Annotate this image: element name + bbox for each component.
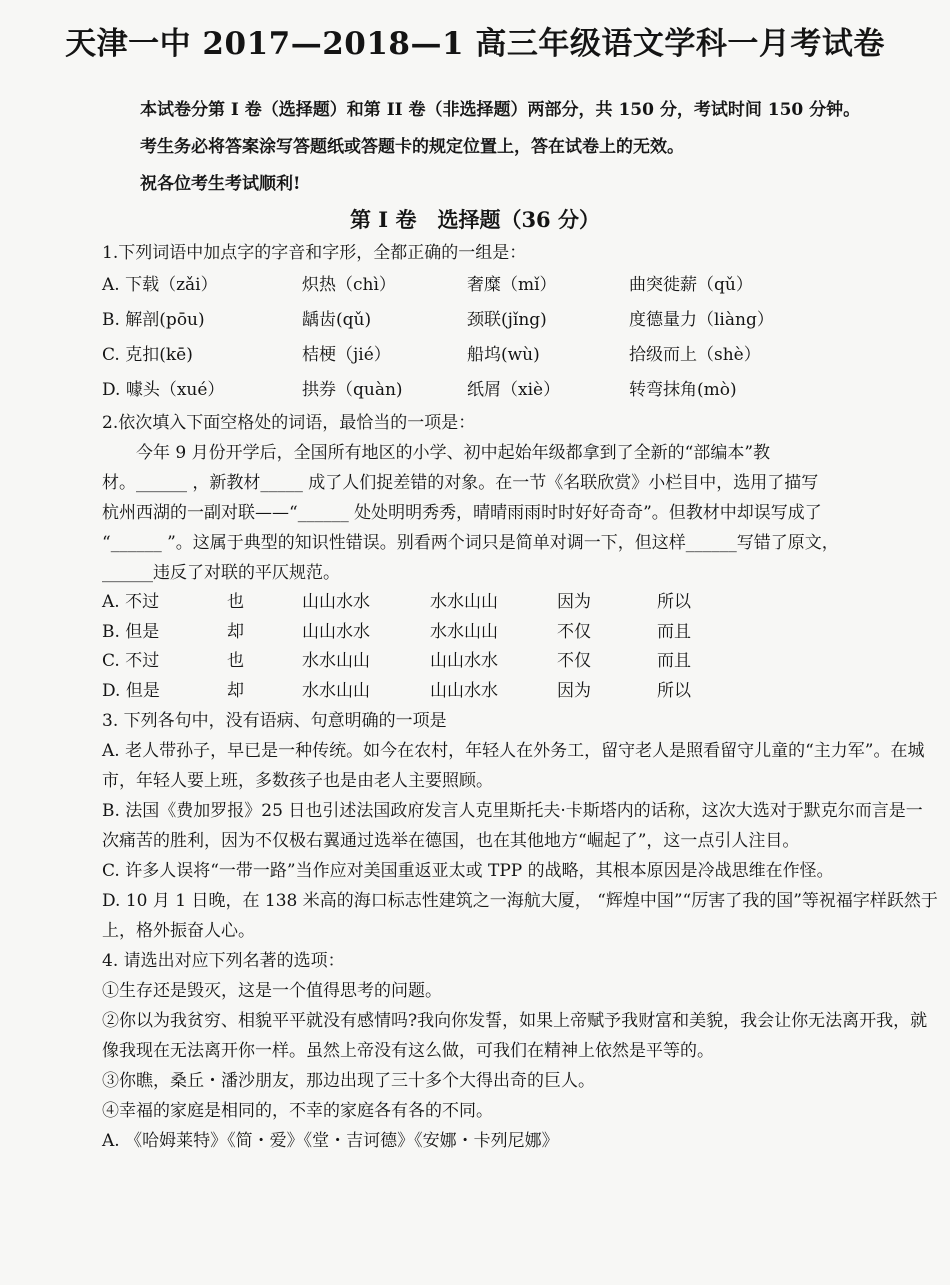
exam-title: 天津一中 2017—2018—1 高三年级语文学科一月考试卷 xyxy=(65,26,885,62)
question-1-stem: 1.下列词语中加点字的字音和字形，全都正确的一组是： xyxy=(102,243,527,263)
option-cell: 水水山山 xyxy=(430,592,498,612)
option-cell: 拱券（quàn) xyxy=(302,380,403,400)
question-4-stem: 4. 请选出对应下列名著的选项： xyxy=(102,951,345,971)
option-cell: 炽热（chì） xyxy=(302,275,396,295)
option-cell: 而且 xyxy=(657,621,691,642)
question-3-option-c: C. 许多人误将“一带一路”当作应对美国重返亚太或 TPP 的战略，其根本原因是冷战思维在作怪。 xyxy=(102,861,834,881)
question-3-option-b: B. 法国《费加罗报》25 日也引述法国政府发言人克里斯托夫·卡斯塔内的话称，这次大选对于默克尔而言是一次痛苦的胜利，因为不仅极右翼通过选举在德国，也在其他地方“崛起了”，这一点引人注目。 xyxy=(102,801,923,851)
option-cell: 却 xyxy=(227,621,244,642)
instruction-line: 祝各位考生考试顺利! xyxy=(140,174,301,194)
option-row xyxy=(102,588,938,618)
option-cell: 所以 xyxy=(657,680,691,701)
option-row xyxy=(102,677,938,707)
question-3-stem: 3. 下列各句中，没有语病、句意明确的一项是 xyxy=(102,711,447,731)
option-cell: 颈联(jǐng) xyxy=(467,310,547,330)
section-title: 第 I 卷 选择题（36 分） xyxy=(350,207,600,232)
passage-line: 今年 9 月份开学后，全国所有地区的小学、初中起始年级都拿到了全新的“部编本”教 xyxy=(136,443,771,463)
option-cell: 奢糜（mǐ） xyxy=(467,275,557,295)
option-row xyxy=(102,303,938,338)
quote-item: ④幸福的家庭是相同的，不幸的家庭各有各的不同。 xyxy=(102,1101,493,1121)
option-cell: A. 下载（zǎi） xyxy=(102,275,218,295)
option-cell: B. 解剖(pōu) xyxy=(102,310,205,330)
option-cell: 不仅 xyxy=(557,621,591,642)
option-cell: 水水山山 xyxy=(430,621,498,642)
question-4-option-a: A. 《哈姆莱特》《简・爱》《堂・吉诃德》《安娜・卡列尼娜》 xyxy=(102,1131,559,1151)
option-cell: 山山水水 xyxy=(430,680,498,701)
option-cell: A. 不过 xyxy=(102,592,160,612)
option-cell: 曲突徙薪（qǔ） xyxy=(629,275,753,295)
option-cell: 拾级而上（shè） xyxy=(629,345,761,365)
option-cell: 也 xyxy=(227,592,244,612)
question-1-options xyxy=(102,268,938,408)
question-3-option-a: A. 老人带孙子，早已是一种传统。如今在农村，年轻人在外务工，留守老人是照看留守儿童的“主力军”。在城市，年轻人要上班，多数孩子也是由老人主要照顾。 xyxy=(102,741,925,791)
question-2-options xyxy=(102,588,938,706)
question-2-stem: 2.依次填入下面空格处的词语，最恰当的一项是： xyxy=(102,413,476,433)
option-cell: 而且 xyxy=(657,651,691,671)
quote-item: ①生存还是毁灭，这是一个值得思考的问题。 xyxy=(102,981,442,1001)
option-cell: 因为 xyxy=(557,680,591,701)
passage-line: “______ ”。这属于典型的知识性错误。别看两个词只是简单对调一下，但这样______写错了原文， xyxy=(102,533,839,553)
option-cell: C. 克扣(kē) xyxy=(102,345,193,365)
quote-item: ③你瞧，桑丘・潘沙朋友，那边出现了三十多个大得出奇的巨人。 xyxy=(102,1071,595,1091)
option-cell: 龋齿(qǔ) xyxy=(302,310,372,330)
passage-line: 材。______ ，新教材_____ 成了人们捉差错的对象。在一节《名联欣赏》小栏目中，选用了描写 xyxy=(102,473,819,493)
option-row xyxy=(102,647,938,677)
option-cell: 山山水水 xyxy=(430,651,498,671)
option-row xyxy=(102,618,938,648)
option-cell: 也 xyxy=(227,651,244,671)
option-cell: 度德量力（liàng） xyxy=(629,310,774,330)
option-cell: 船坞(wù) xyxy=(467,345,540,365)
option-row xyxy=(102,338,938,373)
exam-instructions xyxy=(140,92,940,203)
question-2-passage xyxy=(102,438,938,588)
instruction-line: 考生务必将答案涂写答题纸或答题卡的规定位置上，答在试卷上的无效。 xyxy=(140,137,684,157)
option-cell: 转弯抹角(mò) xyxy=(629,380,737,400)
instruction-line: 本试卷分第 I 卷（选择题）和第 II 卷（非选择题）两部分，共 150 分，考试时间 150 分钟。 xyxy=(140,100,861,120)
option-cell: D. 噱头（xué） xyxy=(102,380,225,400)
option-cell: 因为 xyxy=(557,592,591,612)
option-cell: B. 但是 xyxy=(102,621,160,642)
question-3-option-d: D. 10 月 1 日晚，在 138 米高的海口标志性建筑之一海航大厦， “辉煌中国”“厉害了我的国”等祝福字样跃然于上，格外振奋人心。 xyxy=(102,891,938,941)
question-3-options xyxy=(102,736,938,946)
passage-line: 杭州西湖的一副对联——“______ 处处明明秀秀，晴晴雨雨时时好好奇奇”。但教材中却误写成了 xyxy=(102,503,822,523)
exam-content xyxy=(102,238,938,1156)
option-cell: D. 但是 xyxy=(102,680,160,701)
quote-item: ②你以为我贫穷、相貌平平就没有感情吗?我向你发誓，如果上帝赋予我财富和美貌，我会让你无法离开我，就像我现在无法离开你一样。虽然上帝没有这么做，可我们在精神上依然是平等的。 xyxy=(102,1011,928,1061)
option-cell: 水水山山 xyxy=(302,651,370,671)
option-cell: C. 不过 xyxy=(102,651,160,671)
option-cell: 桔梗（jié） xyxy=(302,345,391,365)
option-cell: 水水山山 xyxy=(302,680,370,701)
option-cell: 山山水水 xyxy=(302,621,370,642)
option-row xyxy=(102,373,938,408)
option-cell: 不仅 xyxy=(557,651,591,671)
option-cell: 却 xyxy=(227,680,244,701)
option-cell: 所以 xyxy=(657,592,691,612)
option-cell: 纸屑（xiè） xyxy=(467,380,561,400)
option-cell: 山山水水 xyxy=(302,592,370,612)
option-row xyxy=(102,268,938,303)
passage-line: ______违反了对联的平仄规范。 xyxy=(102,563,340,583)
question-4-quotes xyxy=(102,976,938,1126)
